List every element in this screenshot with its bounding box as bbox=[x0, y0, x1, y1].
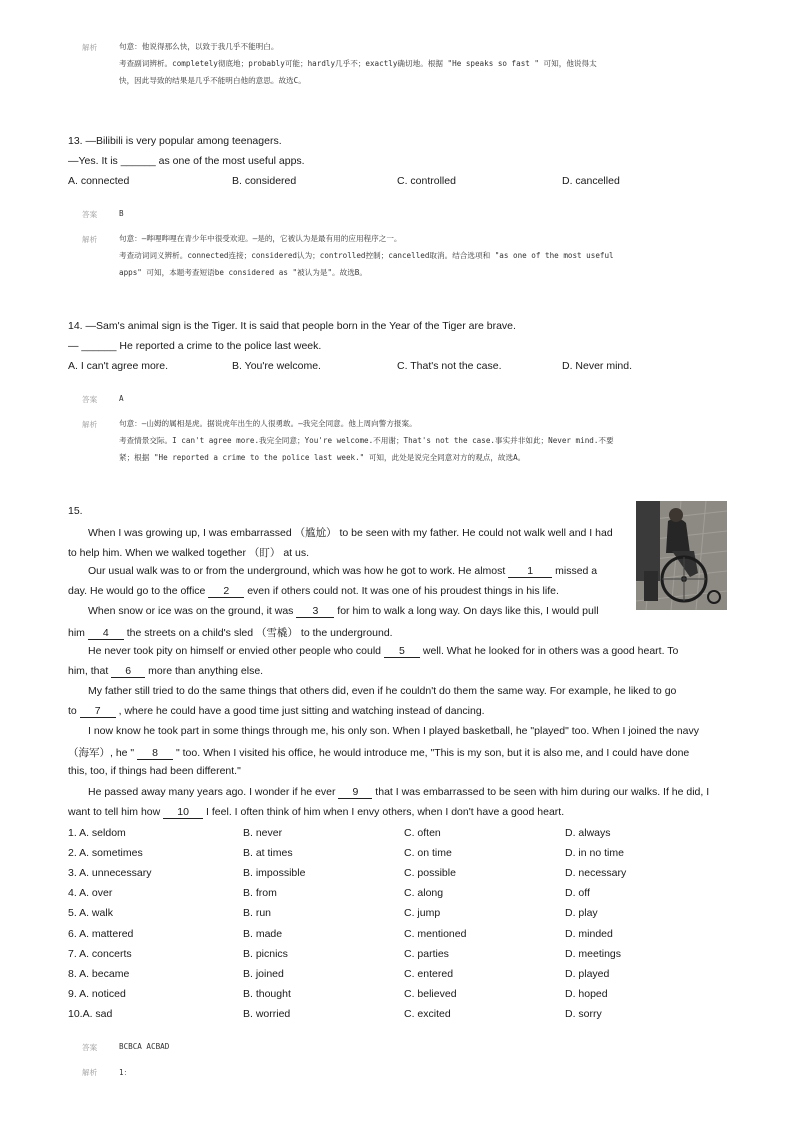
q15-option-7-c[interactable]: C. parties bbox=[404, 947, 449, 960]
q15-option-1-c[interactable]: C. often bbox=[404, 827, 441, 839]
q14-stem-line: 14. —Sam's animal sign is the Tiger. It is said that people born in the Year of the Tiger are brave. bbox=[68, 320, 516, 332]
answer-label: 答案 bbox=[82, 395, 98, 404]
q15-option-2-a[interactable]: 2. A. sometimes bbox=[68, 847, 143, 860]
wheelchair-photo bbox=[636, 501, 727, 610]
q14-analysis bbox=[119, 415, 719, 466]
passage-line: want to tell him how 10 I feel. I often think of him when I envy others, when I don't have a good heart. bbox=[68, 806, 565, 818]
blank-6[interactable]: 6 bbox=[111, 666, 145, 678]
q14-stem-line: — ______ He reported a crime to the police last week. bbox=[68, 340, 322, 352]
passage-line: to 7 , where he could have a good time just sitting and watching instead of dancing. bbox=[68, 705, 485, 717]
answer-label: 答案 bbox=[82, 1043, 98, 1052]
q15-option-9-b[interactable]: B. thought bbox=[243, 987, 291, 1000]
analysis-line: 考查情景交际。I can't agree more.我完全同意；You're welcome.不用谢；That's not the case.事实并非如此；Never mind.不要 bbox=[119, 436, 614, 445]
q15-option-10-c[interactable]: C. excited bbox=[404, 1007, 451, 1020]
q15-option-1-d[interactable]: D. always bbox=[565, 827, 611, 839]
q15-option-7-d[interactable]: D. meetings bbox=[565, 947, 622, 960]
q13-option-d[interactable]: D. cancelled bbox=[562, 175, 620, 187]
q15-option-7-a[interactable]: 7. A. concerts bbox=[68, 947, 132, 960]
q13-stem-line: —Yes. It is ______ as one of the most useful apps. bbox=[68, 155, 305, 167]
q14-option-d[interactable]: D. Never mind. bbox=[562, 360, 633, 372]
q14-option-b[interactable]: B. You're welcome. bbox=[232, 360, 321, 372]
q15-option-10-b[interactable]: B. worried bbox=[243, 1007, 291, 1020]
q13-stem-line: 13. —Bilibili is very popular among teenagers. bbox=[68, 135, 282, 147]
q15-option-5-a[interactable]: 5. A. walk bbox=[68, 907, 113, 920]
q15-option-2-c[interactable]: C. on time bbox=[404, 847, 452, 860]
q15-option-8-d[interactable]: D. played bbox=[565, 967, 610, 980]
q15-option-3-b[interactable]: B. impossible bbox=[243, 867, 306, 880]
passage-line: （海军）, he " 8 " too. When I visited his office, he would introduce me, "This is my son, but it is also me, and I could have done bbox=[68, 747, 690, 759]
analysis-line: 句意：他说得那么快，以致于我几乎不能明白。 bbox=[119, 42, 279, 51]
q15-number: 15. bbox=[68, 505, 83, 517]
q15-answer: BCBCA ACBAD bbox=[119, 1042, 170, 1051]
q15-option-4-d[interactable]: D. off bbox=[565, 887, 590, 900]
blank-3[interactable]: 3 bbox=[296, 606, 334, 618]
q15-option-4-c[interactable]: C. along bbox=[404, 887, 444, 900]
q12-analysis bbox=[119, 38, 719, 89]
passage-line: day. He would go to the office 2 even if others could not. It was one of his proudest things in his life. bbox=[68, 585, 559, 597]
q15-option-9-c[interactable]: C. believed bbox=[404, 987, 457, 1000]
q15-option-9-d[interactable]: D. hoped bbox=[565, 987, 608, 1000]
blank-1[interactable]: 1 bbox=[508, 566, 552, 578]
q15-option-5-d[interactable]: D. play bbox=[565, 907, 598, 920]
q15-option-3-a[interactable]: 3. A. unnecessary bbox=[68, 867, 152, 880]
q15-option-2-d[interactable]: D. in no time bbox=[565, 847, 624, 860]
q14-answer: A bbox=[119, 394, 124, 403]
q15-option-2-b[interactable]: B. at times bbox=[243, 847, 293, 860]
analysis-line: apps" 可知，本题考查短语be considered as "被认为是"。故选B。 bbox=[119, 268, 367, 277]
q15-option-9-a[interactable]: 9. A. noticed bbox=[68, 987, 126, 1000]
passage-line: him, that 6 more than anything else. bbox=[68, 665, 264, 677]
passage-line: When snow or ice was on the ground, it was 3 for him to walk a long way. On days like this, I would pull bbox=[88, 605, 599, 617]
q15-option-4-b[interactable]: B. from bbox=[243, 887, 277, 900]
q15-option-8-b[interactable]: B. joined bbox=[243, 967, 284, 980]
q15-option-7-b[interactable]: B. picnics bbox=[243, 947, 288, 960]
q14-option-a[interactable]: A. I can't agree more. bbox=[68, 360, 169, 372]
passage-line: I now know he took part in some things through me, his only son. When I played basketball, he "played" too. When I joined the navy bbox=[88, 725, 699, 737]
passage-line: him 4 the streets on a child's sled （雪橇） to the underground. bbox=[68, 627, 393, 639]
q13-option-a[interactable]: A. connected bbox=[68, 175, 130, 187]
q14-option-c[interactable]: C. That's not the case. bbox=[397, 360, 502, 372]
q15-option-1-a[interactable]: 1. A. seldom bbox=[68, 827, 126, 839]
blank-9[interactable]: 9 bbox=[338, 787, 372, 799]
q15-option-6-d[interactable]: D. minded bbox=[565, 927, 613, 940]
blank-4[interactable]: 4 bbox=[88, 628, 124, 640]
blank-7[interactable]: 7 bbox=[80, 706, 116, 718]
blank-5[interactable]: 5 bbox=[384, 646, 420, 658]
q15-option-10-d[interactable]: D. sorry bbox=[565, 1007, 602, 1020]
q15-option-8-c[interactable]: C. entered bbox=[404, 967, 454, 980]
analysis-line: 考查副词辨析。completely彻底地；probably可能；hardly几乎不；exactly确切地。根据 "He speaks so fast " 可知，他说得太 bbox=[119, 59, 597, 68]
q15-option-10-a[interactable]: 10.A. sad bbox=[68, 1007, 113, 1020]
blank-8[interactable]: 8 bbox=[137, 748, 173, 760]
q15-option-6-c[interactable]: C. mentioned bbox=[404, 927, 467, 940]
q15-option-1-b[interactable]: B. never bbox=[243, 827, 283, 839]
analysis-line: 紧；根据 "He reported a crime to the police last week." 可知，此处是说完全同意对方的观点，故选A。 bbox=[119, 453, 526, 462]
passage-line: My father still tried to do the same things that others did, even if he couldn't do them the same way. For example, he liked to go bbox=[88, 685, 677, 697]
analysis-line: 句意：—山姆的属相是虎。据说虎年出生的人很勇敢。—我完全同意。他上周向警方报案。 bbox=[119, 419, 417, 428]
q15-option-4-a[interactable]: 4. A. over bbox=[68, 887, 113, 900]
passage-line: He passed away many years ago. I wonder if he ever 9 that I was embarrassed to be seen with him during our walks. If he did, I bbox=[88, 786, 710, 798]
q13-analysis bbox=[119, 230, 719, 281]
q15-option-3-c[interactable]: C. possible bbox=[404, 867, 456, 880]
analysis-label: 解析 bbox=[82, 420, 98, 429]
answer-label: 答案 bbox=[82, 210, 98, 219]
q13-answer: B bbox=[119, 209, 124, 218]
analysis-label: 解析 bbox=[82, 1068, 98, 1077]
passage-line: Our usual walk was to or from the underground, which was how he got to work. He almost 1 missed a bbox=[88, 565, 598, 577]
passage-line: to help him. When we walked together （盯） at us. bbox=[68, 547, 310, 559]
analysis-line: 考查动词词义辨析。connected连接；considered认为；controlled控制；cancelled取消。结合选项和 "as one of the most useful bbox=[119, 251, 614, 260]
analysis-line: 句意：—哔哩哔哩在青少年中很受欢迎。—是的，它被认为是最有用的应用程序之一。 bbox=[119, 234, 402, 243]
q15-option-5-c[interactable]: C. jump bbox=[404, 907, 441, 920]
q15-option-3-d[interactable]: D. necessary bbox=[565, 867, 627, 880]
blank-10[interactable]: 10 bbox=[163, 807, 203, 819]
q15-option-6-b[interactable]: B. made bbox=[243, 927, 283, 940]
q13-option-c[interactable]: C. controlled bbox=[397, 175, 456, 187]
analysis-label: 解析 bbox=[82, 235, 98, 244]
blank-2[interactable]: 2 bbox=[208, 586, 244, 598]
q15-analysis: 1： bbox=[119, 1068, 132, 1077]
passage-line: He never took pity on himself or envied other people who could 5 well. What he looked for in others was a good heart. To bbox=[88, 645, 679, 657]
passage-line: When I was growing up, I was embarrassed （尴尬） to be seen with my father. He could not walk well and I had bbox=[88, 527, 613, 539]
analysis-label: 解析 bbox=[82, 43, 98, 52]
passage-line: this, too, if things had been different." bbox=[68, 765, 241, 777]
q13-option-b[interactable]: B. considered bbox=[232, 175, 297, 187]
q15-option-8-a[interactable]: 8. A. became bbox=[68, 967, 130, 980]
analysis-line: 快，因此导致的结果是几乎不能明白他的意思。故选C。 bbox=[119, 76, 306, 85]
q15-option-5-b[interactable]: B. run bbox=[243, 907, 272, 920]
q15-option-6-a[interactable]: 6. A. mattered bbox=[68, 927, 134, 940]
